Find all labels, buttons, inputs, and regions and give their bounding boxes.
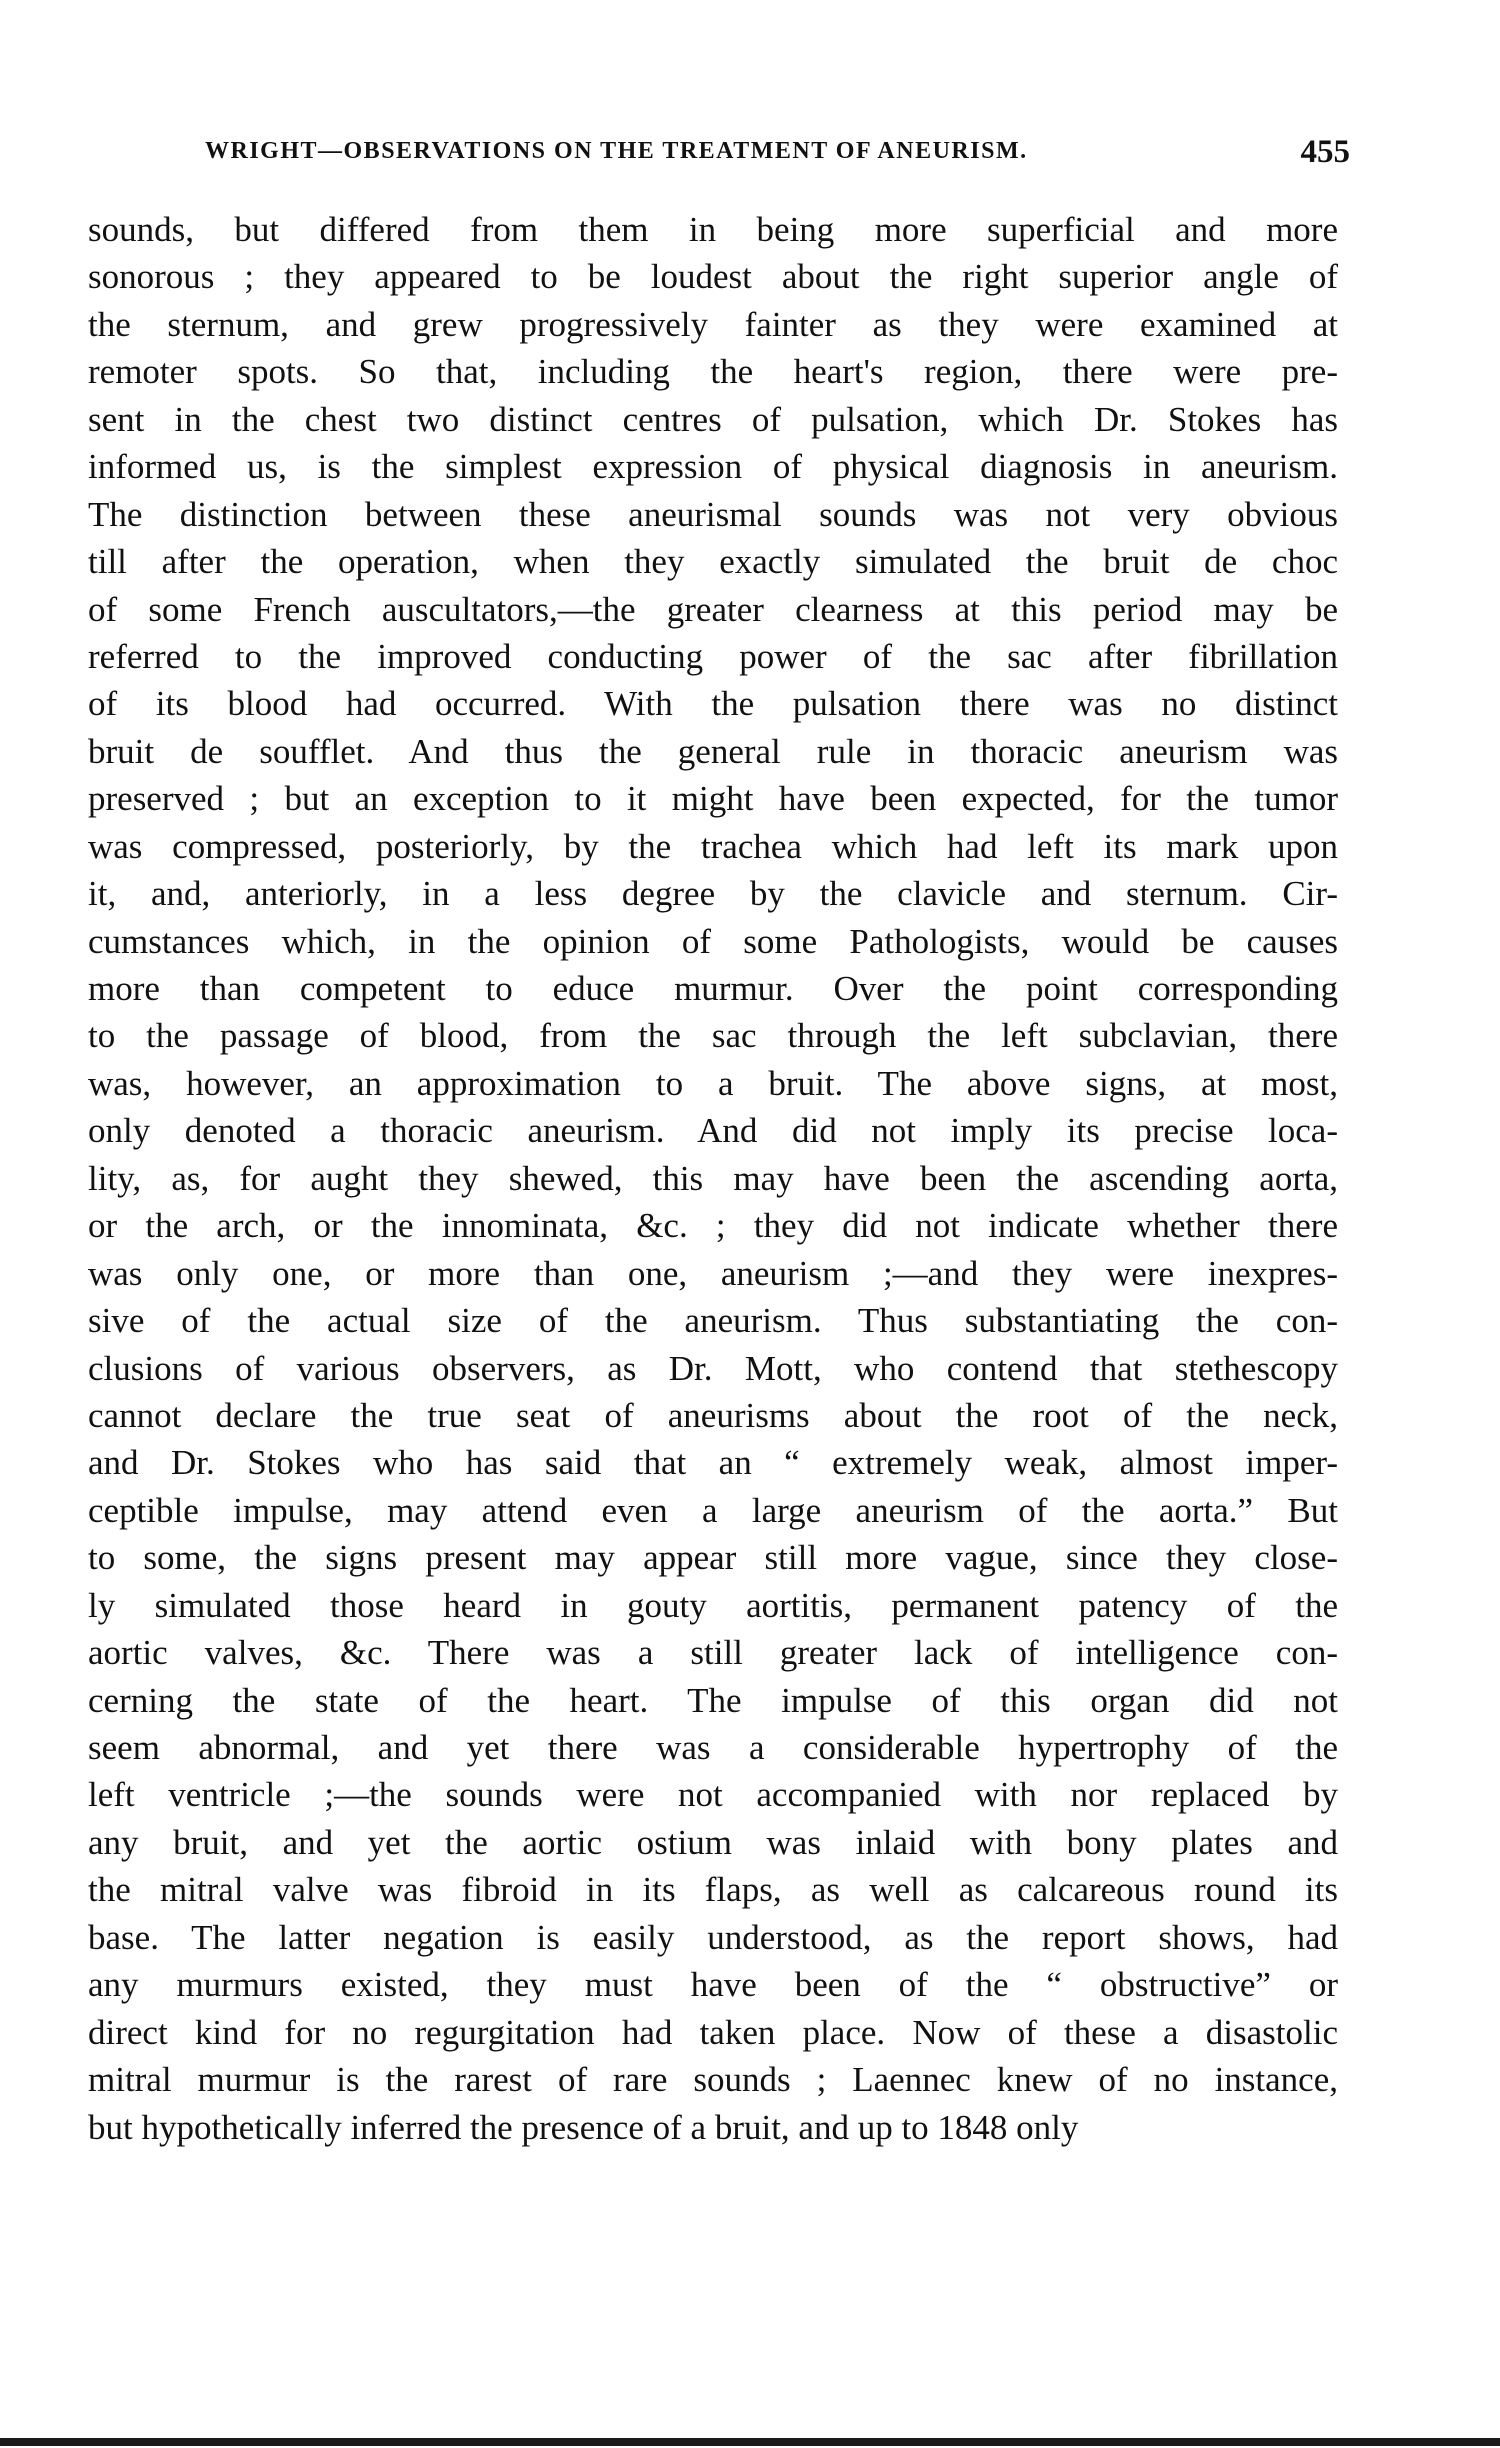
- text-line: but hypothetically inferred the presence of a bruit, and up to 1848 only: [88, 2107, 1079, 2147]
- body-text: [88, 206, 1338, 2151]
- text-line: sonorous ; they appeared to be loudest about the right superior angle of: [88, 257, 1338, 297]
- text-line: cannot declare the true seat of aneurisms about the root of the neck,: [88, 1395, 1338, 1435]
- text-line: to some, the signs present may appear still more vague, since they close-: [88, 1538, 1338, 1578]
- text-line: informed us, is the simplest expression of physical diagnosis in aneurism.: [88, 447, 1338, 487]
- text-line: left ventricle ;—the sounds were not accompanied with nor replaced by: [88, 1775, 1338, 1815]
- text-line: it, and, anteriorly, in a less degree by the clavicle and sternum. Cir-: [88, 874, 1338, 914]
- text-line: sounds, but differed from them in being more superficial and more: [88, 210, 1338, 249]
- running-head: [205, 134, 1350, 174]
- text-line: or the arch, or the innominata, &c. ; they did not indicate whether there: [88, 1206, 1338, 1246]
- text-line: clusions of various observers, as Dr. Mott, who contend that stethescopy: [88, 1348, 1338, 1388]
- text-line: seem abnormal, and yet there was a considerable hypertrophy of the: [88, 1728, 1338, 1767]
- text-line: the mitral valve was fibroid in its flaps, as well as calcareous round its: [88, 1870, 1338, 1910]
- text-line: was, however, an approximation to a bruit. The above signs, at most,: [88, 1063, 1338, 1103]
- text-line: remoter spots. So that, including the heart's region, there were pre-: [88, 352, 1338, 392]
- text-line: The distinction between these aneurismal sounds was not very obvious: [88, 494, 1338, 534]
- page-number: 455: [1300, 134, 1350, 170]
- page-bottom-edge: [0, 2438, 1500, 2446]
- text-line: more than competent to educe murmur. Over the point corresponding: [88, 969, 1338, 1008]
- text-line: lity, as, for aught they shewed, this may have been the ascending aorta,: [88, 1158, 1338, 1198]
- text-line: aortic valves, &c. There was a still greater lack of intelligence con-: [88, 1633, 1338, 1673]
- text-line: ly simulated those heard in gouty aortitis, permanent patency of the: [88, 1585, 1338, 1625]
- text-line: of some French auscultators,—the greater clearness at this period may be: [88, 589, 1338, 629]
- running-title: WRIGHT—OBSERVATIONS ON THE TREATMENT OF ANEURISM.: [205, 138, 1028, 164]
- text-line: of its blood had occurred. With the pulsation there was no distinct: [88, 684, 1338, 724]
- text-line: and Dr. Stokes who has said that an “ extremely weak, almost imper-: [88, 1443, 1338, 1483]
- text-line: was only one, or more than one, aneurism ;—and they were inexpres-: [88, 1253, 1338, 1293]
- text-line: cerning the state of the heart. The impulse of this organ did not: [88, 1680, 1338, 1720]
- text-line: direct kind for no regurgitation had taken place. Now of these a disastolic: [88, 2012, 1338, 2052]
- text-line: cumstances which, in the opinion of some Pathologists, would be causes: [88, 921, 1338, 961]
- text-line: preserved ; but an exception to it might have been expected, for the tumor: [88, 779, 1338, 819]
- text-line: any bruit, and yet the aortic ostium was inlaid with bony plates and: [88, 1822, 1338, 1862]
- text-line: bruit de soufflet. And thus the general rule in thoracic aneurism was: [88, 731, 1338, 771]
- text-line: the sternum, and grew progressively fainter as they were examined at: [88, 304, 1338, 344]
- text-line: was compressed, posteriorly, by the trachea which had left its mark upon: [88, 826, 1338, 866]
- text-line: any murmurs existed, they must have been of the “ obstructive” or: [88, 1965, 1338, 2005]
- text-line: referred to the improved conducting power of the sac after fibrillation: [88, 636, 1338, 676]
- text-line: ceptible impulse, may attend even a large aneurism of the aorta.” But: [88, 1490, 1338, 1530]
- text-line: to the passage of blood, from the sac through the left subclavian, there: [88, 1016, 1338, 1056]
- text-line: till after the operation, when they exactly simulated the bruit de choc: [88, 542, 1338, 582]
- text-line: base. The latter negation is easily understood, as the report shows, had: [88, 1917, 1338, 1957]
- text-line: sive of the actual size of the aneurism. Thus substantiating the con-: [88, 1301, 1338, 1341]
- text-line: sent in the chest two distinct centres of pulsation, which Dr. Stokes has: [88, 399, 1338, 439]
- text-line: mitral murmur is the rarest of rare sounds ; Laennec knew of no instance,: [88, 2060, 1338, 2100]
- text-line: only denoted a thoracic aneurism. And did not imply its precise loca-: [88, 1111, 1338, 1151]
